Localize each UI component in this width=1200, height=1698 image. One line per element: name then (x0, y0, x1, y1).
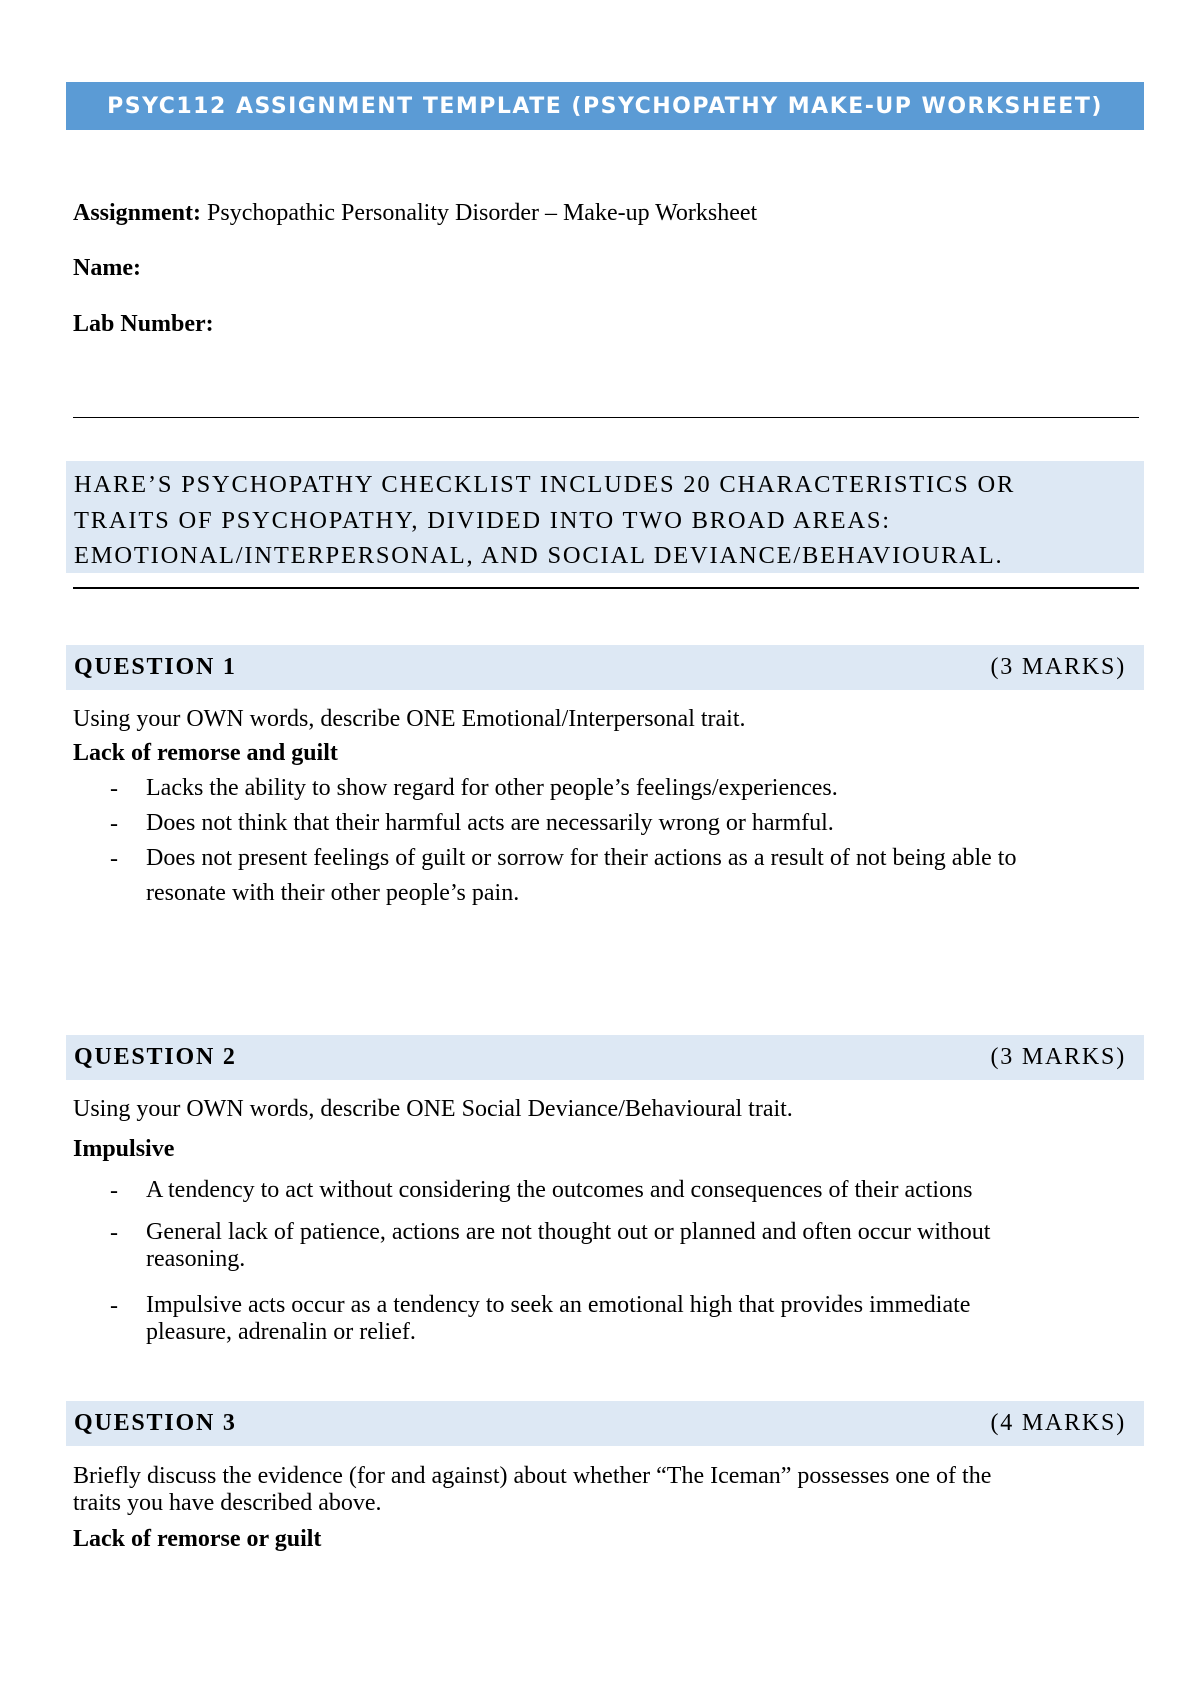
bullet-marker: - (110, 1178, 118, 1204)
checklist-callout (66, 461, 1144, 573)
question-3-label: QUESTION 3 (74, 1410, 237, 1436)
prompt-line: traits you have described above. (73, 1490, 382, 1516)
prompt-line: Briefly discuss the evidence (for and against) about whether “The Iceman” possesses one of the (73, 1463, 992, 1489)
question-1-bullet-2: Does not think that their harmful acts are necessarily wrong or harmful. (146, 810, 834, 836)
question-1-header (66, 645, 1144, 690)
lab-number-field (73, 309, 214, 339)
question-2-marks: (3 MARKS) (990, 1044, 1126, 1070)
name-field (73, 253, 141, 283)
question-1-marks: (3 MARKS) (990, 654, 1126, 680)
assignment-label: Assignment: (73, 200, 202, 226)
bullet-line: pleasure, adrenalin or relief. (146, 1319, 416, 1345)
bullet-line: Impulsive acts occur as a tendency to seek an emotional high that provides immediate (146, 1292, 971, 1318)
name-label: Name: (73, 255, 141, 281)
question-1-bullet-3 (146, 845, 1016, 907)
document-title: PSYC112 ASSIGNMENT TEMPLATE (PSYCHOPATHY MAKE-UP WORKSHEET) (66, 82, 1144, 130)
question-1-prompt: Using your OWN words, describe ONE Emotional/Interpersonal trait. (73, 706, 746, 732)
question-2-header (66, 1035, 1144, 1080)
question-3-marks: (4 MARKS) (990, 1410, 1126, 1436)
bullet-marker: - (110, 1220, 118, 1246)
assignment-value: Psychopathic Personality Disorder – Make-up Worksheet (207, 200, 758, 226)
bullet-marker: - (110, 776, 118, 802)
question-2-bullet-1: A tendency to act without considering the outcomes and consequences of their actions (146, 1177, 973, 1203)
assignment-field (73, 198, 757, 228)
question-3-header (66, 1401, 1144, 1446)
question-3-prompt (73, 1463, 991, 1517)
bullet-line: General lack of patience, actions are not thought out or planned and often occur without (146, 1219, 991, 1245)
question-1-label: QUESTION 1 (74, 654, 237, 680)
callout-line: HARE’S PSYCHOPATHY CHECKLIST INCLUDES 20 CHARACTERISTICS OR (74, 471, 1016, 498)
question-1-bullet-1: Lacks the ability to show regard for other people’s feelings/experiences. (146, 775, 838, 801)
divider-top (73, 417, 1139, 418)
bullet-marker: - (110, 811, 118, 837)
divider-callout (73, 587, 1139, 589)
bullet-line: Does not present feelings of guilt or sorrow for their actions as a result of not being able to (146, 845, 1017, 871)
question-3-answer-heading: Lack of remorse or guilt (73, 1526, 322, 1552)
question-1-answer-heading: Lack of remorse and guilt (73, 740, 338, 766)
question-2-answer-heading: Impulsive (73, 1136, 175, 1162)
question-2-label: QUESTION 2 (74, 1044, 237, 1070)
callout-line: TRAITS OF PSYCHOPATHY, DIVIDED INTO TWO BROAD AREAS: (74, 506, 891, 534)
bullet-line: reasoning. (146, 1246, 246, 1272)
bullet-marker: - (110, 846, 118, 872)
question-2-bullet-2 (146, 1219, 990, 1273)
bullet-line: resonate with their other people’s pain. (146, 880, 520, 906)
callout-line: EMOTIONAL/INTERPERSONAL, AND SOCIAL DEVIANCE/BEHAVIOURAL. (74, 542, 1004, 569)
lab-number-label: Lab Number: (73, 311, 214, 337)
bullet-marker: - (110, 1293, 118, 1319)
question-2-bullet-3 (146, 1292, 970, 1346)
question-2-prompt: Using your OWN words, describe ONE Social Deviance/Behavioural trait. (73, 1096, 793, 1122)
